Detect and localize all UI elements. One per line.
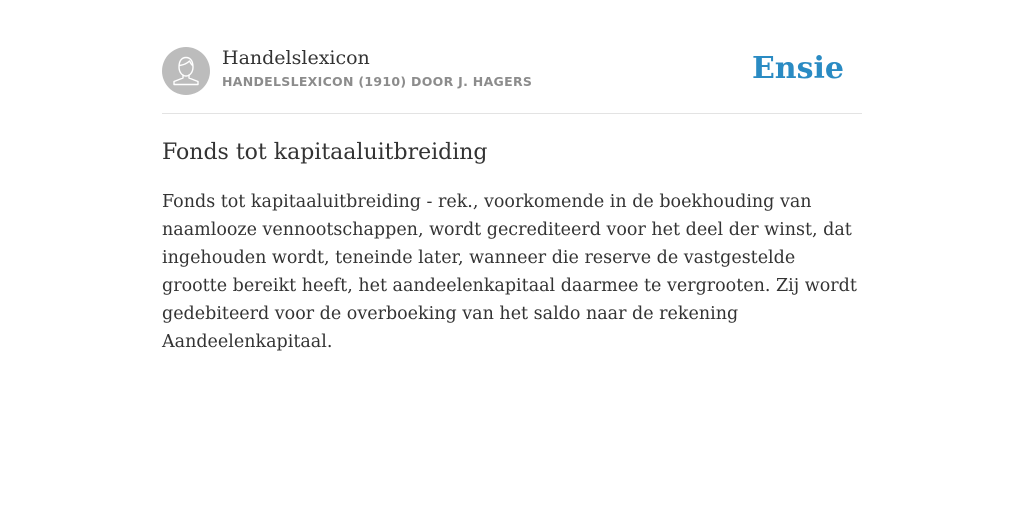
user-icon — [162, 47, 210, 95]
article-card — [162, 46, 862, 356]
avatar[interactable] — [162, 47, 210, 95]
brand-logo[interactable]: Ensie — [751, 51, 844, 86]
source-subtitle: HANDELSLEXICON (1910) DOOR J. HAGERS — [222, 74, 533, 89]
source-name[interactable]: Handelslexicon — [222, 47, 370, 69]
article-title: Fonds tot kapitaaluitbreiding — [162, 140, 488, 165]
article-body: Fonds tot kapitaaluitbreiding - rek., voorkomende in de boekhouding van naamlooze vennootschappen, wordt gecrediteerd voor het deel der winst, dat ingehouden wordt, teneinde later, wanneer die reserve de vastgestelde grootte bereikt heeft, het aandeelenkapitaal daarmee te vergrooten. Zij wordt gedebiteerd voor de overboeking van het saldo naar de rekening Aandeelenkapitaal. — [162, 192, 857, 352]
source-header — [162, 46, 862, 114]
